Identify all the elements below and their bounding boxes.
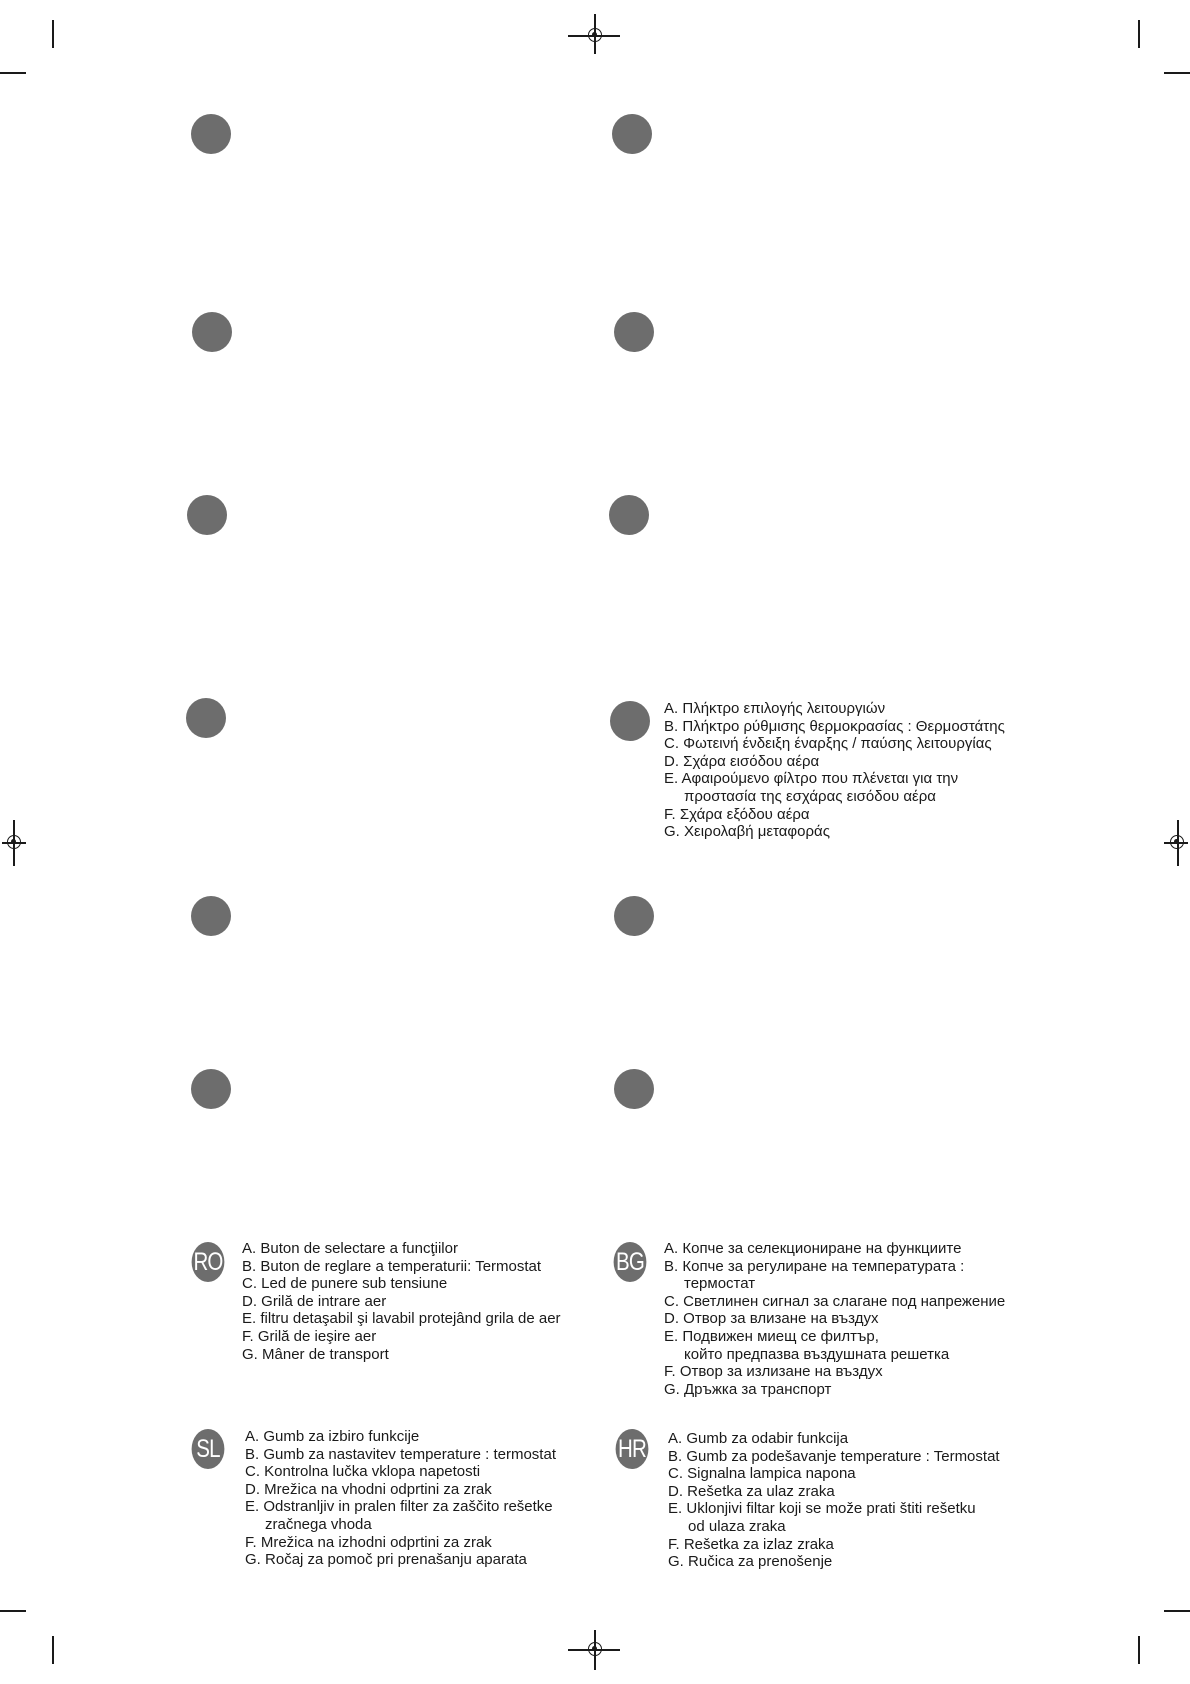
- list-item: D. Σχάρα εισόδου αέρα: [664, 752, 820, 770]
- language-marker: [187, 495, 227, 535]
- crop-mark: [1164, 72, 1190, 74]
- list-item: F. Mrežica na izhodni odprtini za zrak: [245, 1533, 492, 1551]
- language-marker: [191, 114, 231, 154]
- list-item: G. Ročaj za pomoč pri prenašanju aparata: [245, 1551, 527, 1569]
- list-item-continuation: zračnega vhoda: [265, 1515, 372, 1533]
- parts-list-el: [664, 700, 1005, 841]
- parts-list-hr: [668, 1430, 1000, 1571]
- list-item-continuation: термостат: [684, 1275, 756, 1293]
- language-marker: [609, 495, 649, 535]
- list-item: A. Gumb za odabir funkcija: [668, 1430, 849, 1447]
- language-badge-hr: HR: [616, 1429, 649, 1469]
- list-item: E. Αφαιρούμενο φίλτρο που πλένεται για την: [664, 770, 959, 788]
- list-item: E. filtru detaşabil şi lavabil protejând grila de aer: [242, 1310, 561, 1328]
- list-item: C. Kontrolna lučka vklopa napetosti: [245, 1463, 481, 1481]
- list-item: D. Rešetka za ulaz zraka: [668, 1482, 835, 1500]
- list-item: F. Отвор за излизане на въздух: [664, 1363, 883, 1381]
- language-marker: [612, 114, 652, 154]
- crop-mark: [52, 1636, 54, 1664]
- crop-mark: [1164, 1610, 1190, 1612]
- crop-mark: [52, 20, 54, 48]
- crop-mark: [0, 1610, 26, 1612]
- list-item: G. Ručica za prenošenje: [668, 1553, 833, 1571]
- list-item: E. Uklonjivi filtar koji se može prati štiti rešetku: [668, 1500, 976, 1518]
- list-item: B. Gumb za nastavitev temperature : termostat: [245, 1445, 556, 1463]
- list-item: G. Mâner de transport: [242, 1345, 389, 1363]
- list-item-continuation: προστασία της εσχάρας εισόδου αέρα: [684, 787, 936, 805]
- crop-mark: [1138, 20, 1140, 48]
- list-item: E. Подвижен миещ се филтър,: [664, 1327, 879, 1345]
- list-item: F. Σχάρα εξόδου αέρα: [664, 805, 810, 823]
- list-item: F. Grilă de ieşire aer: [242, 1327, 377, 1345]
- language-badge-sl: SL: [192, 1429, 225, 1469]
- list-item-continuation: който предпазва въздушната решетка: [684, 1345, 950, 1363]
- list-item: A. Gumb za izbiro funkcije: [245, 1428, 420, 1445]
- language-badge-bg: BG: [614, 1242, 647, 1282]
- language-marker: [192, 312, 232, 352]
- list-item: A. Копче за селекциониране на функциите: [664, 1240, 962, 1257]
- parts-list-sl: [245, 1428, 556, 1569]
- language-marker: [614, 312, 654, 352]
- language-marker: [610, 701, 650, 741]
- list-item: D. Mrežica na vhodni odprtini za zrak: [245, 1480, 492, 1498]
- language-marker: [614, 896, 654, 936]
- parts-list-bg: [664, 1240, 1005, 1398]
- list-item: F. Rešetka za izlaz zraka: [668, 1535, 834, 1553]
- list-item: C. Signalna lampica napona: [668, 1465, 856, 1483]
- list-item: B. Копче за регулиране на температурата :: [664, 1257, 965, 1275]
- list-item: D. Отвор за влизане на въздух: [664, 1310, 879, 1328]
- list-item: C. Светлинен сигнал за слагане под напрежение: [664, 1292, 1006, 1310]
- list-item: E. Odstranljiv in pralen filter za zaščito rešetke: [245, 1498, 553, 1516]
- list-item: D. Grilă de intrare aer: [242, 1292, 387, 1310]
- list-item: B. Πλήκτρο ρύθμισης θερμοκρασίας : Θερμοστάτης: [664, 717, 1005, 735]
- language-marker: [186, 698, 226, 738]
- list-item: G. Дръжка за транспорт: [664, 1380, 832, 1398]
- list-item: C. Φωτεινή ένδειξη έναρξης / παύσης λειτουργίας: [664, 735, 992, 753]
- language-marker: [191, 896, 231, 936]
- crop-mark: [0, 72, 26, 74]
- language-marker: [191, 1069, 231, 1109]
- list-item: B. Buton de reglare a temperaturii: Termostat: [242, 1257, 542, 1275]
- language-badge-ro: RO: [192, 1242, 225, 1282]
- list-item: G. Χειρολαβή μεταφοράς: [664, 823, 830, 841]
- crop-mark: [1138, 1636, 1140, 1664]
- list-item: C. Led de punere sub tensiune: [242, 1275, 448, 1293]
- list-item: A. Buton de selectare a funcţiilor: [242, 1240, 458, 1257]
- list-item-continuation: od ulaza zraka: [688, 1517, 786, 1535]
- list-item: A. Πλήκτρο επιλογής λειτουργιών: [664, 700, 886, 717]
- parts-list-ro: [242, 1240, 561, 1363]
- language-marker: [614, 1069, 654, 1109]
- list-item: B. Gumb za podešavanje temperature : Termostat: [668, 1447, 1000, 1465]
